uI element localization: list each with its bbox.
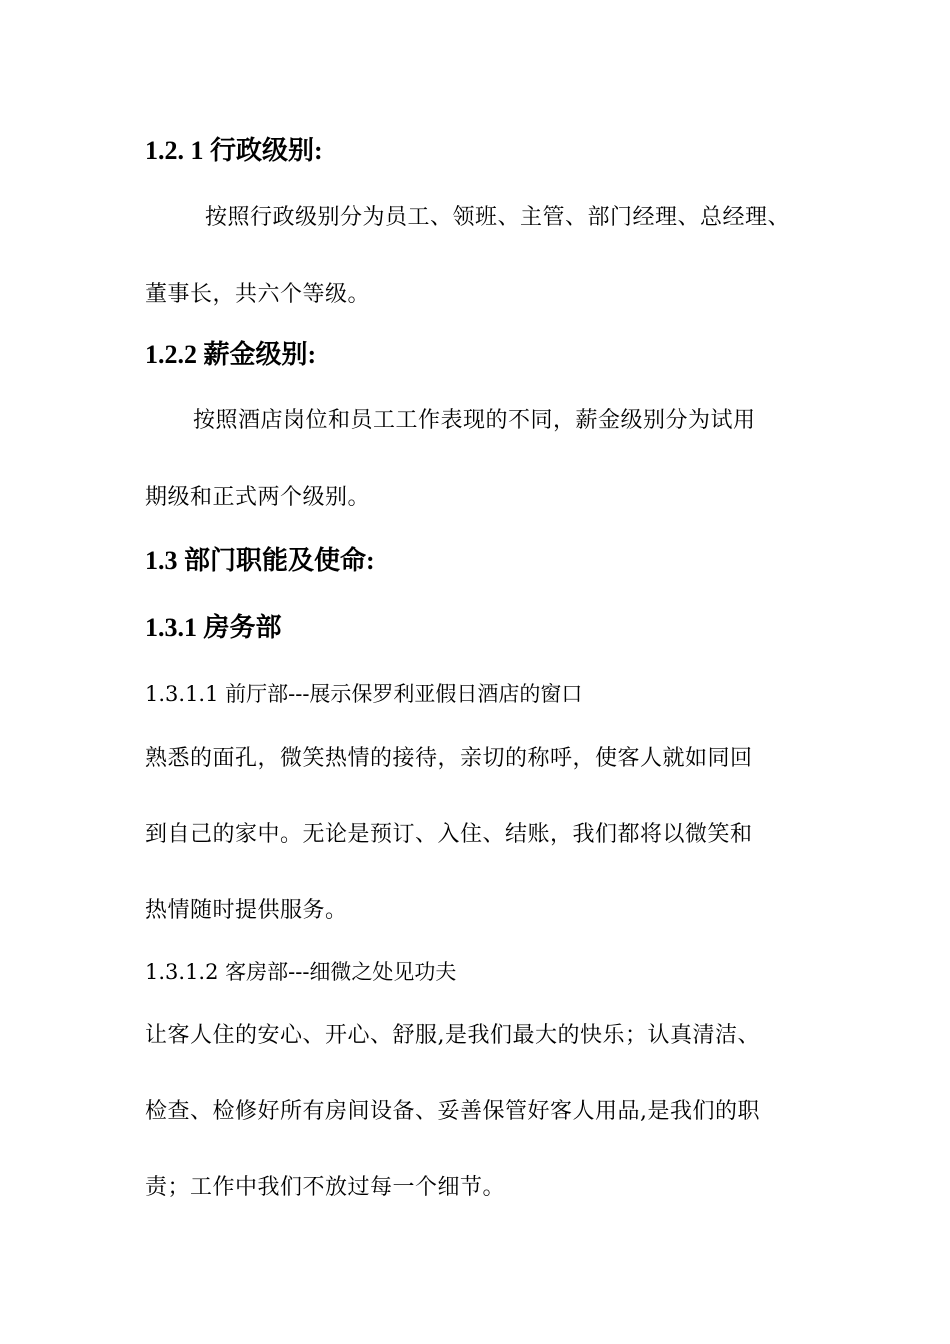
subheading-1-3-1-1: 1.3.1.1 前厅部---展示保罗利亚假日酒店的窗口	[145, 682, 583, 706]
paragraph-admin-line-1: 按照行政级别分为员工、领班、主管、部门经理、总经理、	[205, 205, 791, 230]
subheading-1-3-1-2: 1.3.1.2 客房部---细微之处见功夫	[145, 960, 457, 984]
paragraph-house-line-1: 让客人住的安心、开心、舒服,是我们最大的快乐；认真清洁、	[145, 1023, 760, 1048]
paragraph-admin-line-2: 董事长，共六个等级。	[145, 282, 371, 307]
paragraph-front-line-2: 到自己的家中。无论是预订、入住、结账，我们都将以微笑和	[145, 822, 753, 847]
paragraph-salary-line-2: 期级和正式两个级别。	[145, 485, 371, 510]
heading-1-3-1: 1.3.1 房务部	[145, 613, 282, 642]
paragraph-front-line-1: 熟悉的面孔，微笑热情的接待，亲切的称呼，使客人就如同回	[145, 746, 753, 771]
heading-1-2-1: 1.2. 1 行政级别:	[145, 136, 323, 165]
paragraph-front-line-3: 热情随时提供服务。	[145, 898, 348, 923]
paragraph-house-line-2: 检查、检修好所有房间设备、妥善保管好客人用品,是我们的职	[145, 1099, 760, 1124]
paragraph-house-line-3: 责；工作中我们不放过每一个细节。	[145, 1175, 506, 1200]
heading-1-2-2: 1.2.2 薪金级别:	[145, 340, 317, 369]
heading-1-3: 1.3 部门职能及使命:	[145, 546, 375, 575]
paragraph-salary-line-1: 按照酒店岗位和员工工作表现的不同，薪金级别分为试用	[193, 408, 756, 433]
